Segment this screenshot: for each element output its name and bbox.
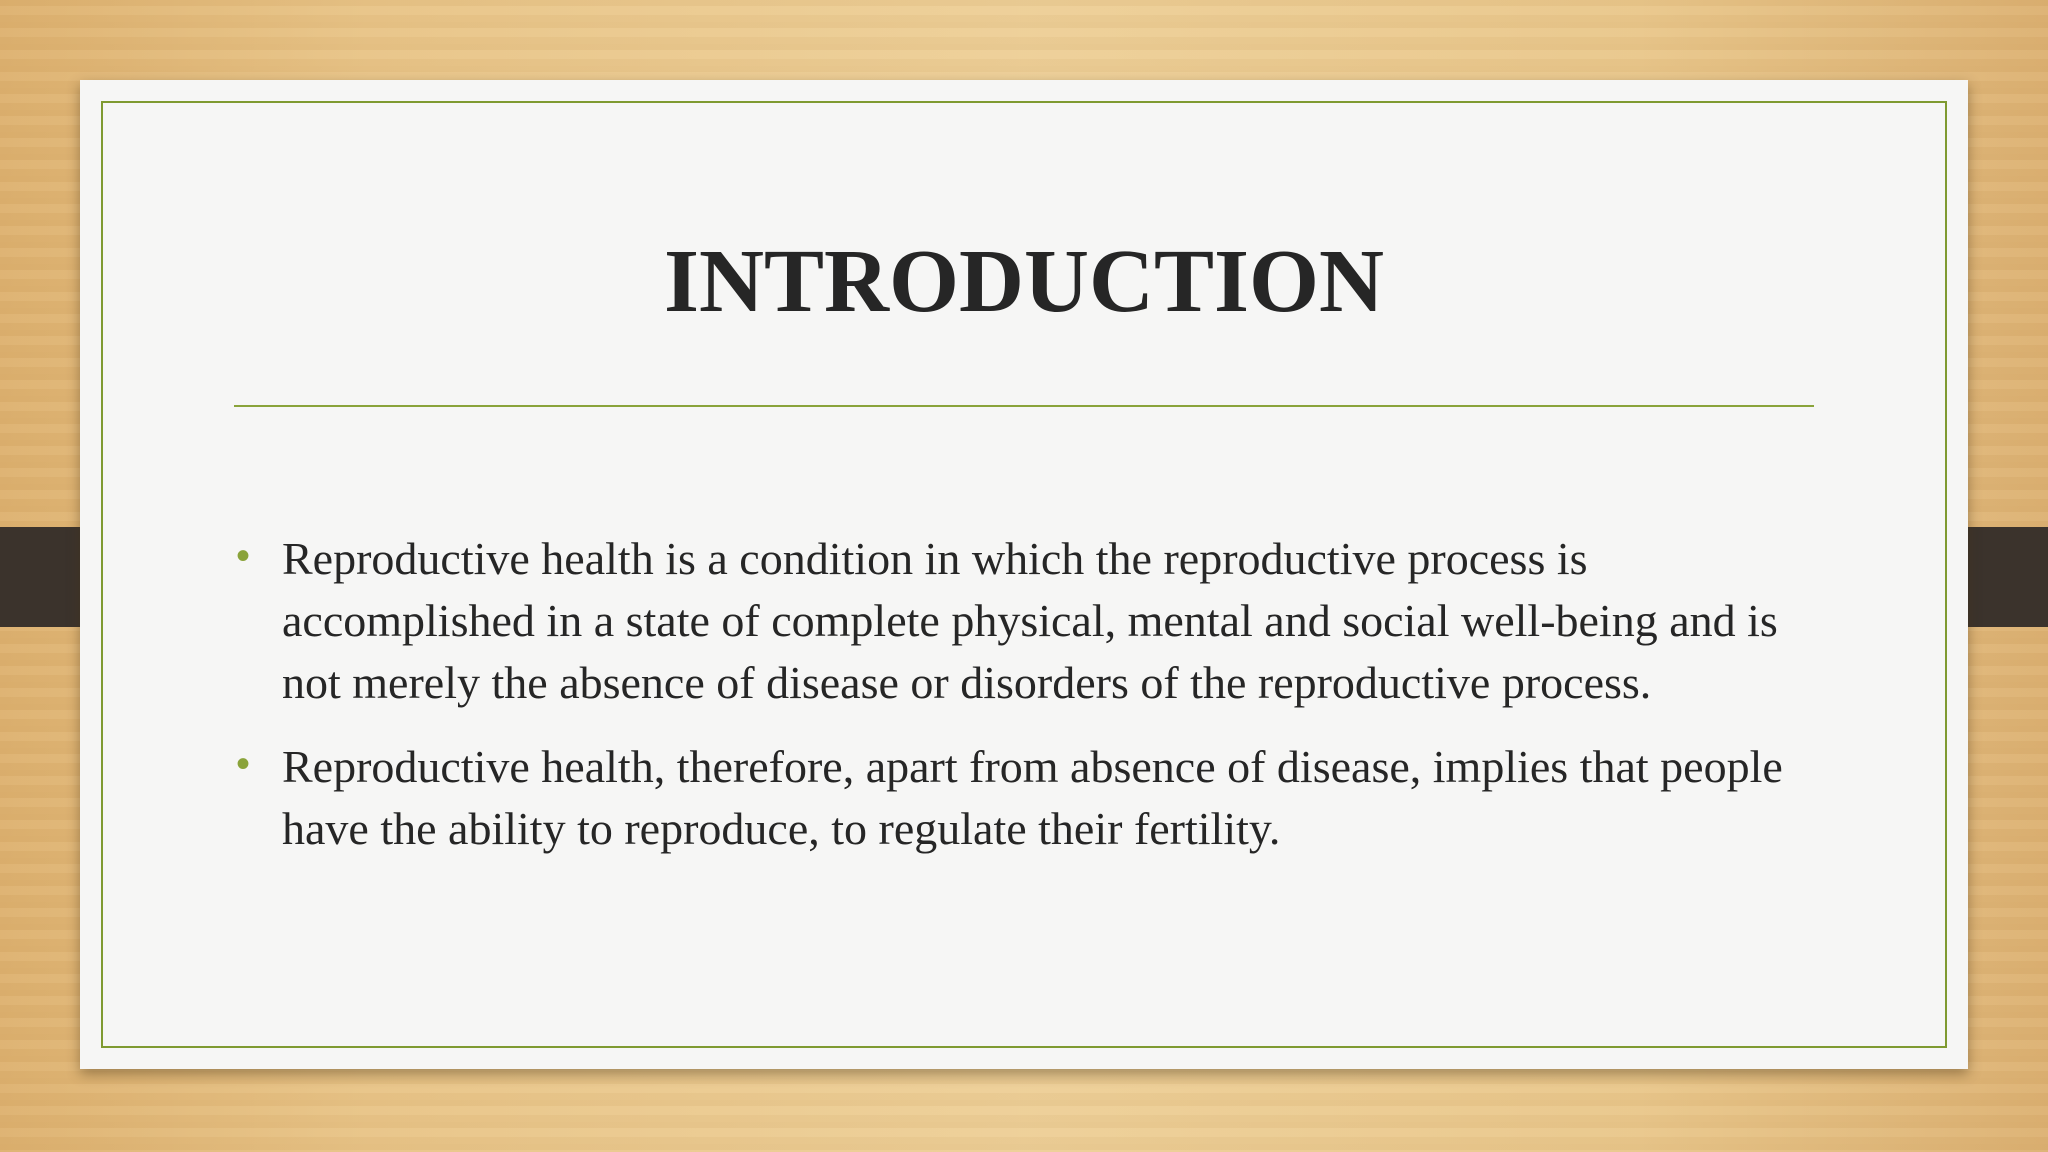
bullet-item <box>234 736 1824 860</box>
bullet-item <box>234 528 1824 714</box>
bullet-text: Reproductive health is a condition in which the reproductive process is accomplished in a state of complete physical, mental and social well-being and is not merely the absence of disease or disorders of the reproductive process. <box>282 533 1778 708</box>
bullet-list <box>234 528 1824 882</box>
title-divider <box>234 405 1814 407</box>
bullet-dot-icon: • <box>236 742 251 786</box>
bullet-text: Reproductive health, therefore, apart from absence of disease, implies that people have the ability to reproduce, to regulate their fertility. <box>282 741 1783 854</box>
bullet-dot-icon: • <box>236 534 251 578</box>
slide-title: INTRODUCTION <box>663 232 1385 331</box>
